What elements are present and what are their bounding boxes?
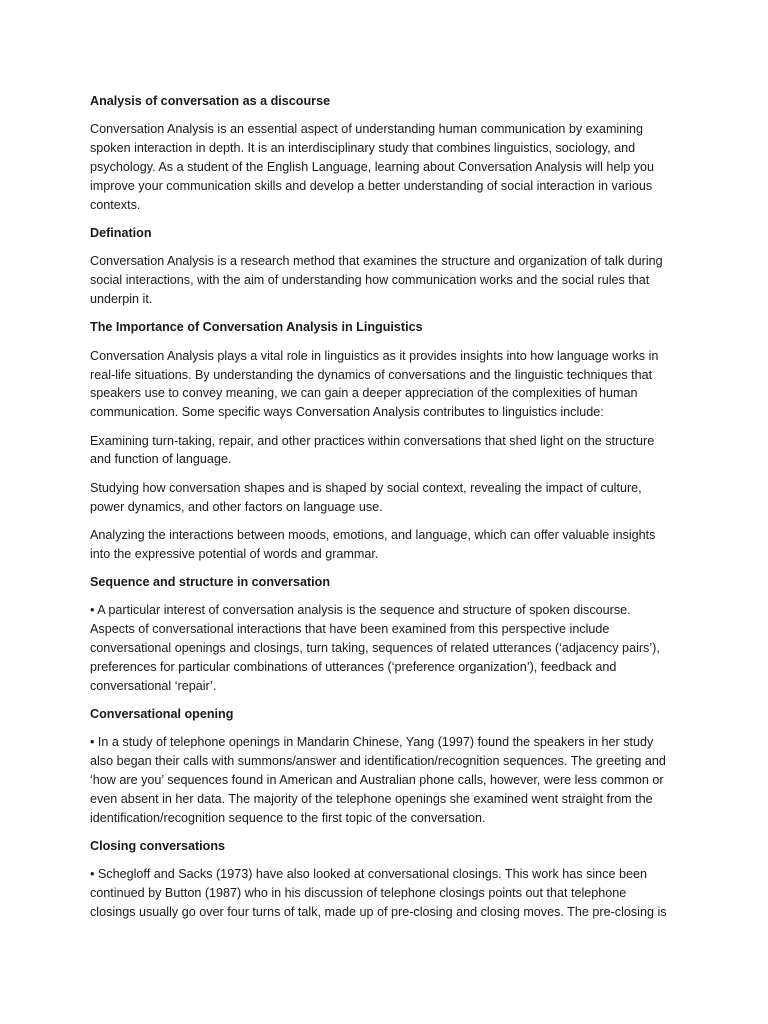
text-line: contexts. — [90, 197, 141, 212]
paragraph — [90, 479, 678, 517]
heading-the-importance-of-conversation-analysis-in-linguistics: The Importance of Conversation Analysis in Linguistics — [90, 320, 423, 335]
paragraph — [90, 252, 678, 308]
text-line: Examining turn-taking, repair, and other practices within conversations that shed light on the structure — [90, 433, 655, 448]
paragraph — [90, 432, 678, 470]
text-line: • In a study of telephone openings in Mandarin Chinese, Yang (1997) found the speakers in her study — [90, 735, 654, 750]
text-line: continued by Button (1987) who in his discussion of telephone closings points out that telephone — [90, 886, 627, 901]
text-line: social interactions, with the aim of understanding how communication works and the social rules that — [90, 273, 650, 288]
text-line: Analyzing the interactions between moods, emotions, and language, which can offer valuable insights — [90, 527, 656, 542]
text-line: underpin it. — [90, 291, 153, 306]
text-line: spoken interaction in depth. It is an interdisciplinary study that combines linguistics, sociology, and — [90, 141, 636, 156]
text-line: Studying how conversation shapes and is shaped by social context, revealing the impact of culture, — [90, 480, 642, 495]
text-line: conversational openings and closings, turn taking, sequences of related utterances (‘adjacency pairs’), — [90, 641, 660, 656]
text-line: speakers use to convey meaning, we can gain a deeper appreciation of the complexities of human — [90, 386, 638, 401]
text-line: Conversation Analysis is a research method that examines the structure and organization of talk during — [90, 254, 663, 269]
text-line: Conversation Analysis plays a vital role in linguistics as it provides insights into how language works in — [90, 348, 659, 363]
text-line: ‘how are you’ sequences found in American and Australian phone calls, however, were less common or — [90, 773, 664, 788]
text-line: into the expressive potential of words and grammar. — [90, 546, 379, 561]
text-line: identification/recognition sequence to the first topic of the conversation. — [90, 810, 486, 825]
heading-defination: Defination — [90, 225, 152, 240]
text-line: preferences for particular combinations of utterances (‘preference organization’), feedback and — [90, 659, 617, 674]
text-line: and function of language. — [90, 452, 232, 467]
text-line: conversational ‘repair’. — [90, 678, 217, 693]
text-line: • Schegloff and Sacks (1973) have also looked at conversational closings. This work has since been — [90, 867, 647, 882]
paragraph — [90, 526, 678, 564]
text-line: communication. Some specific ways Conversation Analysis contributes to linguistics include: — [90, 405, 604, 420]
heading-conversational-opening: Conversational opening — [90, 707, 234, 722]
text-line: closings usually go over four turns of talk, made up of pre-closing and closing moves. The pre-closing is — [90, 905, 667, 919]
text-line: power dynamics, and other factors on language use. — [90, 499, 383, 514]
heading-analysis-of-conversation-as-a-discourse: Analysis of conversation as a discourse — [90, 94, 331, 108]
text-line: real-life situations. By understanding the dynamics of conversations and the linguistic techniques that — [90, 367, 653, 382]
paragraph — [90, 601, 678, 695]
text-line: Conversation Analysis is an essential aspect of understanding human communication by examining — [90, 122, 644, 137]
heading-sequence-and-structure-in-conversation: Sequence and structure in conversation — [90, 575, 331, 590]
text-line: • A particular interest of conversation analysis is the sequence and structure of spoken discourse. — [90, 603, 631, 618]
paragraph — [90, 347, 678, 422]
text-line: Aspects of conversational interactions that have been examined from this perspective include — [90, 622, 610, 637]
text-line: improve your communication skills and develop a better understanding of social interaction in various — [90, 178, 653, 193]
text-line: also began their calls with summons/answer and identification/recognition sequences. The greeting and — [90, 754, 666, 769]
text-line: even absent in her data. The majority of the telephone openings she examined went straight from the — [90, 791, 653, 806]
paragraph — [90, 733, 678, 827]
heading-closing-conversations: Closing conversations — [90, 839, 226, 854]
text-line: psychology. As a student of the English Language, learning about Conversation Analysis will help you — [90, 159, 655, 174]
paragraph — [90, 865, 678, 921]
paragraph — [90, 120, 678, 214]
